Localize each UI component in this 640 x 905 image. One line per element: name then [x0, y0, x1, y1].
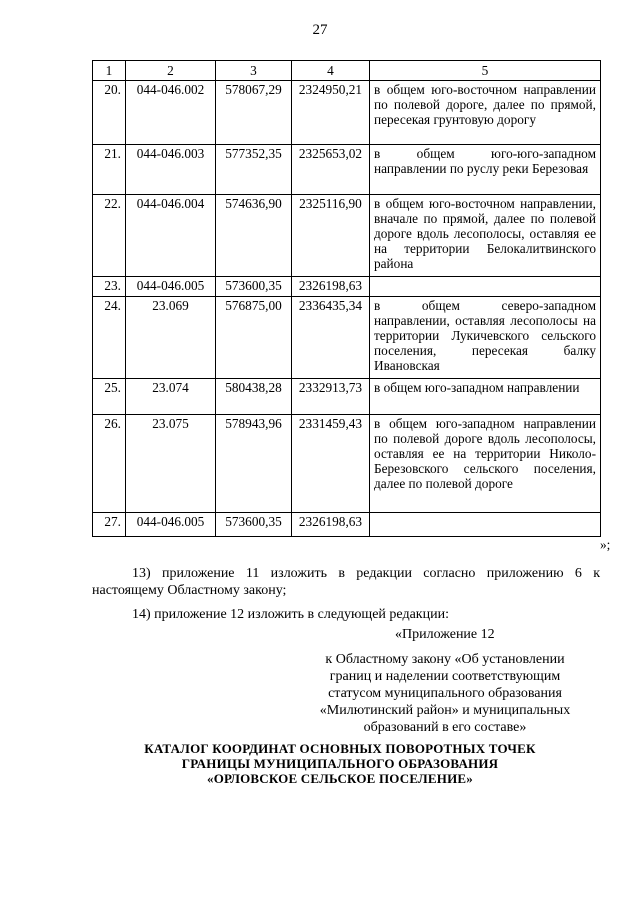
table-row — [93, 81, 601, 145]
coordinates-table — [92, 60, 601, 537]
point-id: 044-046.004 — [126, 195, 216, 277]
point-id: 23.069 — [126, 297, 216, 379]
y-coordinate: 2326198,63 — [292, 513, 370, 537]
y-coordinate: 2324950,21 — [292, 81, 370, 145]
appendix-reference — [300, 651, 590, 736]
table-row — [93, 297, 601, 379]
x-coordinate: 574636,90 — [216, 195, 292, 277]
row-number: 20. — [93, 81, 126, 145]
boundary-description: в общем юго-юго-западном направлении по руслу реки Березовая — [370, 145, 601, 195]
row-number: 21. — [93, 145, 126, 195]
table-row — [93, 379, 601, 415]
catalog-title — [100, 741, 580, 786]
y-coordinate: 2326198,63 — [292, 277, 370, 297]
boundary-description: в общем юго-восточном направлении, вначале по прямой, далее по полевой дороге вдоль лесополосы, оставляя ее на территории Белокалитвинского района — [370, 195, 601, 277]
x-coordinate: 576875,00 — [216, 297, 292, 379]
point-id: 044-046.002 — [126, 81, 216, 145]
y-coordinate: 2332913,73 — [292, 379, 370, 415]
row-number: 27. — [93, 513, 126, 537]
paragraph-13: 13) приложение 11 изложить в редакции согласно приложению 6 к настоящему Областному закону; — [92, 566, 600, 598]
x-coordinate: 573600,35 — [216, 513, 292, 537]
x-coordinate: 580438,28 — [216, 379, 292, 415]
catalog-title-line: КАТАЛОГ КООРДИНАТ ОСНОВНЫХ ПОВОРОТНЫХ ТОЧЕК — [144, 741, 536, 756]
boundary-description: в общем юго-западном направлении — [370, 379, 601, 415]
boundary-description: в общем юго-западном направлении по полевой дороге вдоль лесополосы, оставляя ее на территории Николо-Березовского сельского поселения, далее по полевой дороге — [370, 415, 601, 513]
point-id: 23.075 — [126, 415, 216, 513]
table-row — [93, 513, 601, 537]
row-number: 22. — [93, 195, 126, 277]
row-number: 23. — [93, 277, 126, 297]
paragraph-14: 14) приложение 12 изложить в следующей редакции: — [132, 607, 449, 622]
x-coordinate: 577352,35 — [216, 145, 292, 195]
point-id: 23.074 — [126, 379, 216, 415]
appendix-ref-line: границ и наделении соответствующим — [329, 669, 561, 684]
table-header-row — [93, 61, 601, 81]
header-cell: 3 — [216, 61, 292, 81]
boundary-description — [370, 277, 601, 297]
row-number: 25. — [93, 379, 126, 415]
row-number: 24. — [93, 297, 126, 379]
header-cell: 5 — [370, 61, 601, 81]
y-coordinate: 2325116,90 — [292, 195, 370, 277]
catalog-title-line: ГРАНИЦЫ МУНИЦИПАЛЬНОГО ОБРАЗОВАНИЯ — [181, 756, 499, 771]
x-coordinate: 578067,29 — [216, 81, 292, 145]
header-cell: 4 — [292, 61, 370, 81]
x-coordinate: 573600,35 — [216, 277, 292, 297]
appendix-ref-line: образований в его составе» — [363, 720, 527, 735]
y-coordinate: 2331459,43 — [292, 415, 370, 513]
appendix-ref-line: к Областному закону «Об установлении — [325, 652, 565, 667]
appendix-title: «Приложение 12 — [395, 627, 495, 642]
page-number: 27 — [312, 22, 328, 38]
appendix-ref-line: статусом муниципального образования — [328, 686, 562, 701]
catalog-title-line: «ОРЛОВСКОЕ СЕЛЬСКОЕ ПОСЕЛЕНИЕ» — [207, 771, 473, 786]
boundary-description — [370, 513, 601, 537]
boundary-description: в общем юго-восточном направлении по полевой дороге, далее по прямой, пересекая грунтовую дорогу — [370, 81, 601, 145]
appendix-ref-line: «Милютинский район» и муниципальных — [319, 703, 571, 718]
table-row — [93, 415, 601, 513]
table-row — [93, 195, 601, 277]
header-cell: 2 — [126, 61, 216, 81]
table-row — [93, 145, 601, 195]
point-id: 044-046.005 — [126, 513, 216, 537]
table-row — [93, 277, 601, 297]
closing-quote-mark: »; — [600, 537, 611, 552]
row-number: 26. — [93, 415, 126, 513]
boundary-description: в общем северо-западном направлении, оставляя лесополосы на территории Лукичевского сельского поселения, пересекая балку Ивановская — [370, 297, 601, 379]
x-coordinate: 578943,96 — [216, 415, 292, 513]
point-id: 044-046.003 — [126, 145, 216, 195]
header-cell: 1 — [93, 61, 126, 81]
y-coordinate: 2336435,34 — [292, 297, 370, 379]
point-id: 044-046.005 — [126, 277, 216, 297]
y-coordinate: 2325653,02 — [292, 145, 370, 195]
